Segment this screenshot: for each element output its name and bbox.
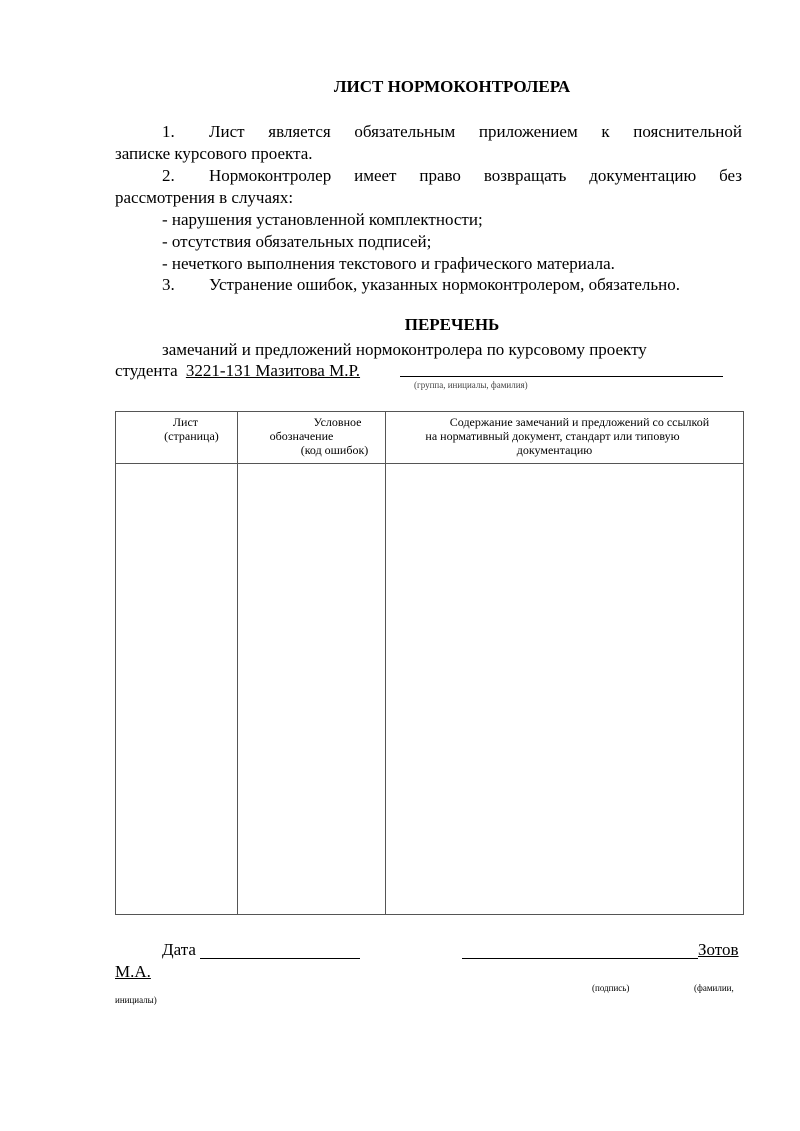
student-hint: (группа, инициалы, фамилия) <box>414 380 528 390</box>
col3-line1: Содержание замечаний и предложений со ссылкой <box>449 415 710 429</box>
rule-3-number: 3. <box>162 275 175 294</box>
list-subtitle: замечаний и предложений нормоконтролера по курсовому проекту <box>162 340 647 359</box>
rule-2-text: Нормоконтролер имеет право возвращать документацию без <box>209 166 742 185</box>
table-cell-content[interactable] <box>386 464 744 915</box>
student-label: студента <box>115 361 178 380</box>
rule-1-text: Лист является обязательным приложением к пояснительной <box>209 122 742 141</box>
rule-3-text: Устранение ошибок, указанных нормоконтролером, обязательно. <box>209 275 681 294</box>
date-line[interactable] <box>200 958 360 959</box>
col1-line2: (страница) <box>164 429 219 443</box>
list-heading: ПЕРЕЧЕНЬ <box>404 315 500 334</box>
student-value: 3221-131 Мазитова М.Р. <box>185 361 361 380</box>
rule-2-number: 2. <box>162 166 175 185</box>
remarks-table <box>115 411 744 915</box>
date-label: Дата <box>162 940 196 959</box>
rule-2-line-2: рассмотрения в случаях: <box>115 188 294 207</box>
column-header-sheet <box>116 412 238 464</box>
controller-name-part2: М.А. <box>115 962 151 981</box>
controller-name-part1: Зотов <box>698 940 739 959</box>
rule-case-3: - нечеткого выполнения текстового и графического материала. <box>162 254 615 273</box>
table-cell-sheet[interactable] <box>116 464 238 915</box>
rule-1-line-1 <box>115 121 742 143</box>
name-hint-part1: (фамилии, <box>694 983 734 993</box>
column-header-code <box>238 412 386 464</box>
col2-line2: обозначение <box>269 429 334 443</box>
rule-1-line-2: записке курсового проекта. <box>115 144 313 163</box>
table-body-row <box>116 464 744 915</box>
table-header-row <box>116 412 744 464</box>
name-hint-part2: инициалы) <box>115 995 157 1005</box>
col1-line1: Лист <box>172 415 199 429</box>
rule-case-2: - отсутствия обязательных подписей; <box>162 232 432 251</box>
col2-line1: Условное <box>313 415 362 429</box>
col3-line3: документацию <box>516 443 593 457</box>
table-cell-code[interactable] <box>238 464 386 915</box>
rule-2-line-1 <box>115 165 742 187</box>
rule-1-number: 1. <box>162 122 175 141</box>
col3-line2: на нормативный документ, стандарт или типовую <box>425 429 680 443</box>
column-header-content <box>386 412 744 464</box>
student-line <box>115 360 360 382</box>
student-underline <box>400 376 723 377</box>
rule-3 <box>162 274 680 296</box>
col2-line3: (код ошибок) <box>300 443 369 457</box>
rule-case-1: - нарушения установленной комплектности; <box>162 210 483 229</box>
page-title: ЛИСТ НОРМОКОНТРОЛЕРА <box>333 77 571 96</box>
signature-hint: (подпись) <box>592 983 630 993</box>
signature-line[interactable] <box>462 958 698 959</box>
